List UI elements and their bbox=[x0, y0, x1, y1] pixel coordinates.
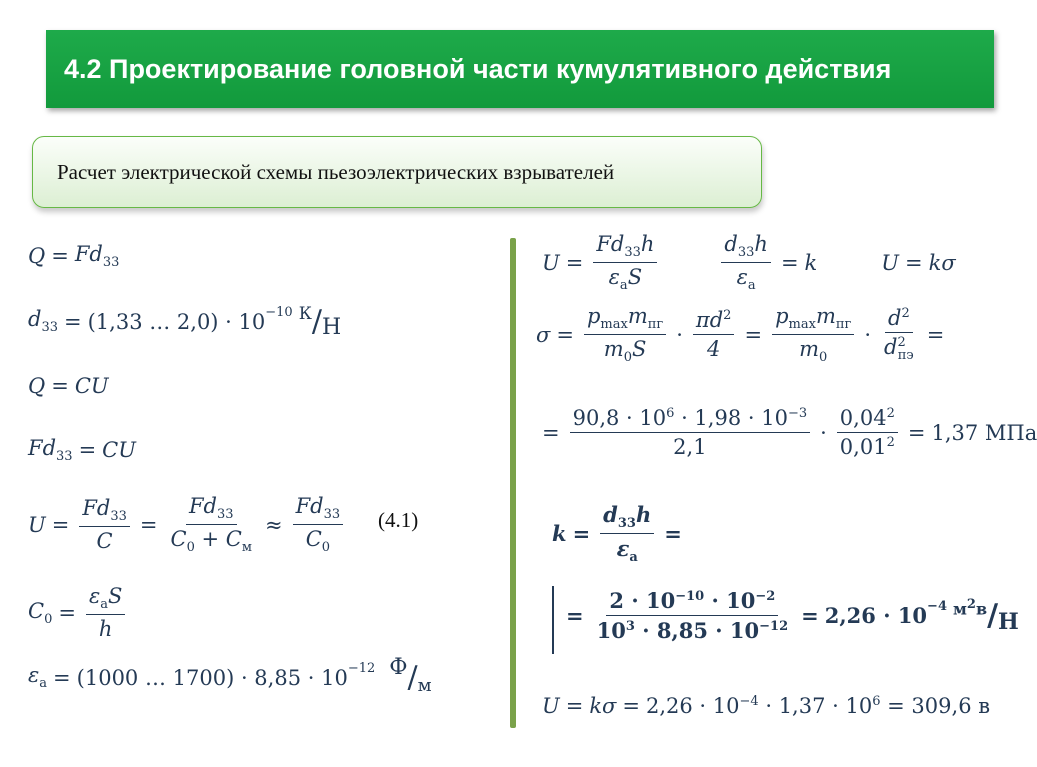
formula-charge: Q = $Fd_{33}$ bbox=[28, 242, 120, 271]
column-divider bbox=[510, 238, 516, 728]
formula-force-capacitance: $Fd_{33}$ = CU bbox=[28, 436, 136, 465]
formula-voltage: U = $\frac{Fd_{33}}{C}$ = $\frac{Fd_{33}}{C_0 + C_м}$ ≈ $\frac{Fd_{33}}{C_0}$ bbox=[28, 494, 347, 555]
subtitle-text: Расчет электрической схемы пьезоэлектрических взрывателей bbox=[57, 159, 615, 184]
formula-left-bracket bbox=[552, 586, 554, 654]
formula-stress-value: = $\frac{90,8 \cdot 10^6 \cdot 1,98 \cdot 10^{-3}}{2,1}$ · $\frac{0,04^2}{0,01^2}$ = 1,37 МПа bbox=[542, 406, 1037, 459]
equation-number: (4.1) bbox=[378, 508, 419, 532]
formula-stress: σ = $\frac{p_{max}m_{пг}}{m_0S}$ · $\frac{\pi d^2}{4}$ = $\frac{p_{max}m_{пг}}{m_0}$ · $\frac{d^2}{d^2_{пэ}}$ = bbox=[536, 304, 945, 366]
subtitle-box bbox=[32, 136, 762, 208]
formula-k-value: = $\frac{2 \cdot 10^{-10} \cdot 10^{-2}}{10^3 \cdot 8,85 \cdot 10^{-12}}$ = 2,26 · 10 $^{-4}$ $м^2в$ / Н bbox=[566, 588, 1019, 643]
formula-voltage-result: U = kσ = $2,26 \cdot 10^{-4} \cdot 1,37 \cdot 10^6 = 309,6$ в bbox=[542, 694, 991, 718]
slide-title: 4.2 Проектирование головной части кумулятивного действия bbox=[64, 53, 892, 84]
formula-coefficient-k: k = $\frac{d_{33}h}{\varepsilon_а}$ = bbox=[552, 502, 682, 566]
formula-voltage-expanded: U = $\frac{Fd_{33}h}{\varepsilon_аS}$ $\frac{d_{33}h}{\varepsilon_а}$ = k U = kσ bbox=[542, 232, 956, 294]
formula-permittivity: $\varepsilon_а$ = (1000 … 1700) · 8,85 · 10 $^{-12}$ Ф / м bbox=[28, 655, 432, 696]
formula-capacitance: $C_0$ = $\frac{\varepsilon_аS}{h}$ bbox=[28, 584, 129, 641]
formula-charge-capacitance: Q = CU bbox=[28, 374, 109, 398]
formula-d33-range: $d_{33}$ = (1,33 … 2,0) · 10 $^{-10}$ К / Н bbox=[28, 303, 342, 340]
slide-title-bar bbox=[46, 30, 994, 108]
